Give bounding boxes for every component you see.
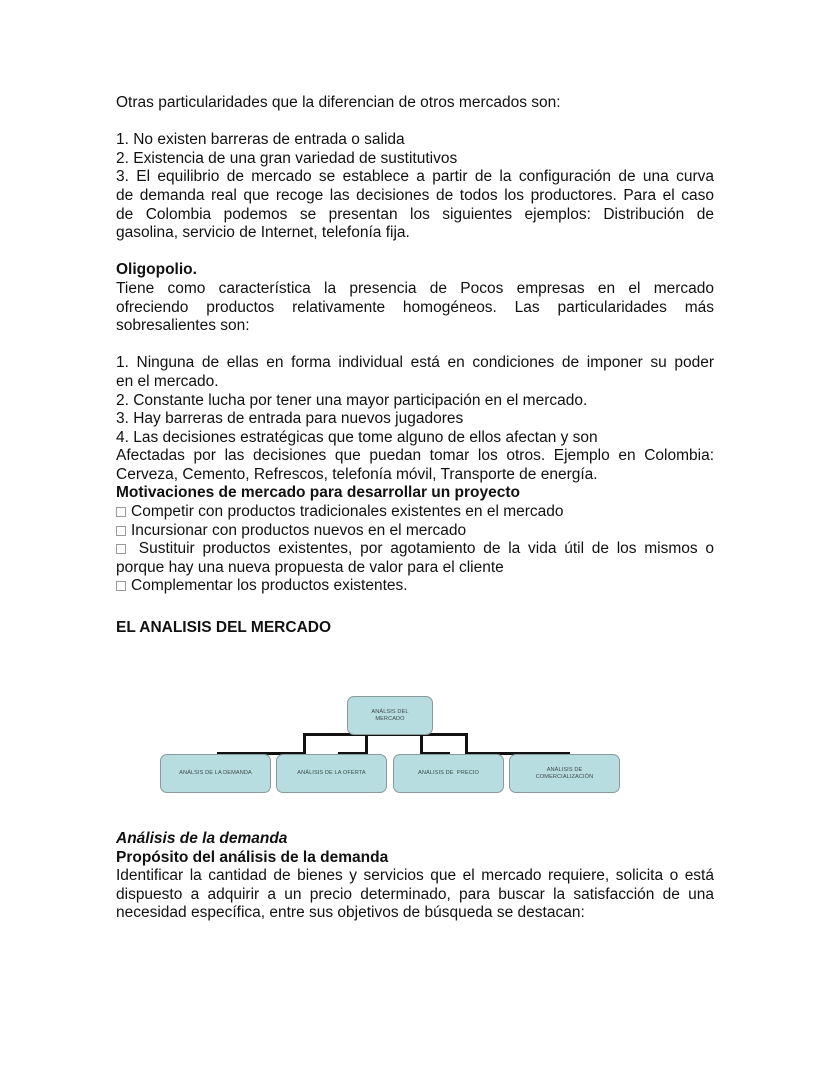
bullet-item: Complementar los productos existentes. xyxy=(116,577,714,596)
checkbox-bullet-icon xyxy=(116,581,126,591)
bullet-item: Sustituir productos existentes, por agotamiento de la vida útil de los mismos o xyxy=(116,540,714,559)
list-item: 1. Ninguna de ellas en forma individual está en condiciones de imponer su poder xyxy=(116,354,714,372)
section-title: EL ANALISIS DEL MERCADO xyxy=(116,619,332,636)
diagram-node-comercializacion: ANÁLISIS DE COMERCIALIZACIÓN xyxy=(509,754,620,793)
demanda-text: Identificar la cantidad de bienes y servicios que el mercado requiere, solicita o está xyxy=(116,867,714,885)
diagram-node-precio: ANÁLISIS DE PRECIO xyxy=(393,754,504,793)
list-item: en el mercado. xyxy=(116,372,219,390)
oligopolio-text: Tiene como característica la presencia de Pocos empresas en el mercado xyxy=(116,279,714,297)
bullet-item: Incursionar con productos nuevos en el mercado xyxy=(116,522,714,541)
checkbox-bullet-icon xyxy=(116,526,126,536)
demanda-heading: Análisis de la demanda xyxy=(116,830,288,847)
demanda-section xyxy=(116,830,714,923)
diagram-node-root: ANÁLSIS DEL MERCADO xyxy=(347,696,433,735)
demanda-subheading: Propósito del análisis de la demanda xyxy=(116,848,389,866)
market-analysis-diagram xyxy=(160,696,622,796)
bullet-item: Competir con productos tradicionales existentes en el mercado xyxy=(116,503,714,522)
list-item: Afectadas por las decisiones que puedan tomar los otros. Ejemplo en Colombia: xyxy=(116,447,714,465)
list-item: 4. Las decisiones estratégicas que tome alguno de ellos afectan y son xyxy=(116,428,598,446)
list-item: de demanda real que recoge las decisiones de todos los productores. Para el caso xyxy=(116,186,714,204)
list-item: 3. Hay barreras de entrada para nuevos jugadores xyxy=(116,410,464,428)
motivaciones-heading: Motivaciones de mercado para desarrollar un proyecto xyxy=(116,484,520,502)
oligopolio-text: ofreciendo productos relativamente homogéneos. Las particularidades más xyxy=(116,298,714,316)
list-item: 1. No existen barreras de entrada o salida xyxy=(116,131,405,149)
list-item: 2. Constante lucha por tener una mayor participación en el mercado. xyxy=(116,391,588,409)
list-item: de Colombia podemos se presentan los siguientes ejemplos: Distribución de xyxy=(116,205,714,223)
oligopolio-heading: Oligopolio. xyxy=(116,261,197,279)
list-item: gasolina, servicio de Internet, telefonía fija. xyxy=(116,224,410,242)
checkbox-bullet-icon xyxy=(116,544,126,554)
document-body xyxy=(116,94,714,596)
diagram-node-demanda: ANÁLSIS DE LA DEMANDA xyxy=(160,754,271,793)
demanda-text: necesidad específica, entre sus objetivos de búsqueda se destacan: xyxy=(116,904,585,922)
list-item: 2. Existencia de una gran variedad de sustitutivos xyxy=(116,149,458,167)
intro-paragraph: Otras particularidades que la diferencian de otros mercados son: xyxy=(116,94,561,111)
checkbox-bullet-icon xyxy=(116,507,126,517)
demanda-text: dispuesto a adquirir a un precio determinado, para buscar la satisfacción de una xyxy=(116,885,714,903)
diagram-node-oferta: ANÁLISIS DE LA OFERTA xyxy=(276,754,387,793)
bullet-item-continuation: porque hay una nueva propuesta de valor para el cliente xyxy=(116,558,504,576)
list-item: Cerveza, Cemento, Refrescos, telefonía móvil, Transporte de energía. xyxy=(116,465,598,483)
oligopolio-text: sobresalientes son: xyxy=(116,317,250,335)
list-item: 3. El equilibrio de mercado se establece a partir de la configuración de una curva xyxy=(116,168,714,186)
